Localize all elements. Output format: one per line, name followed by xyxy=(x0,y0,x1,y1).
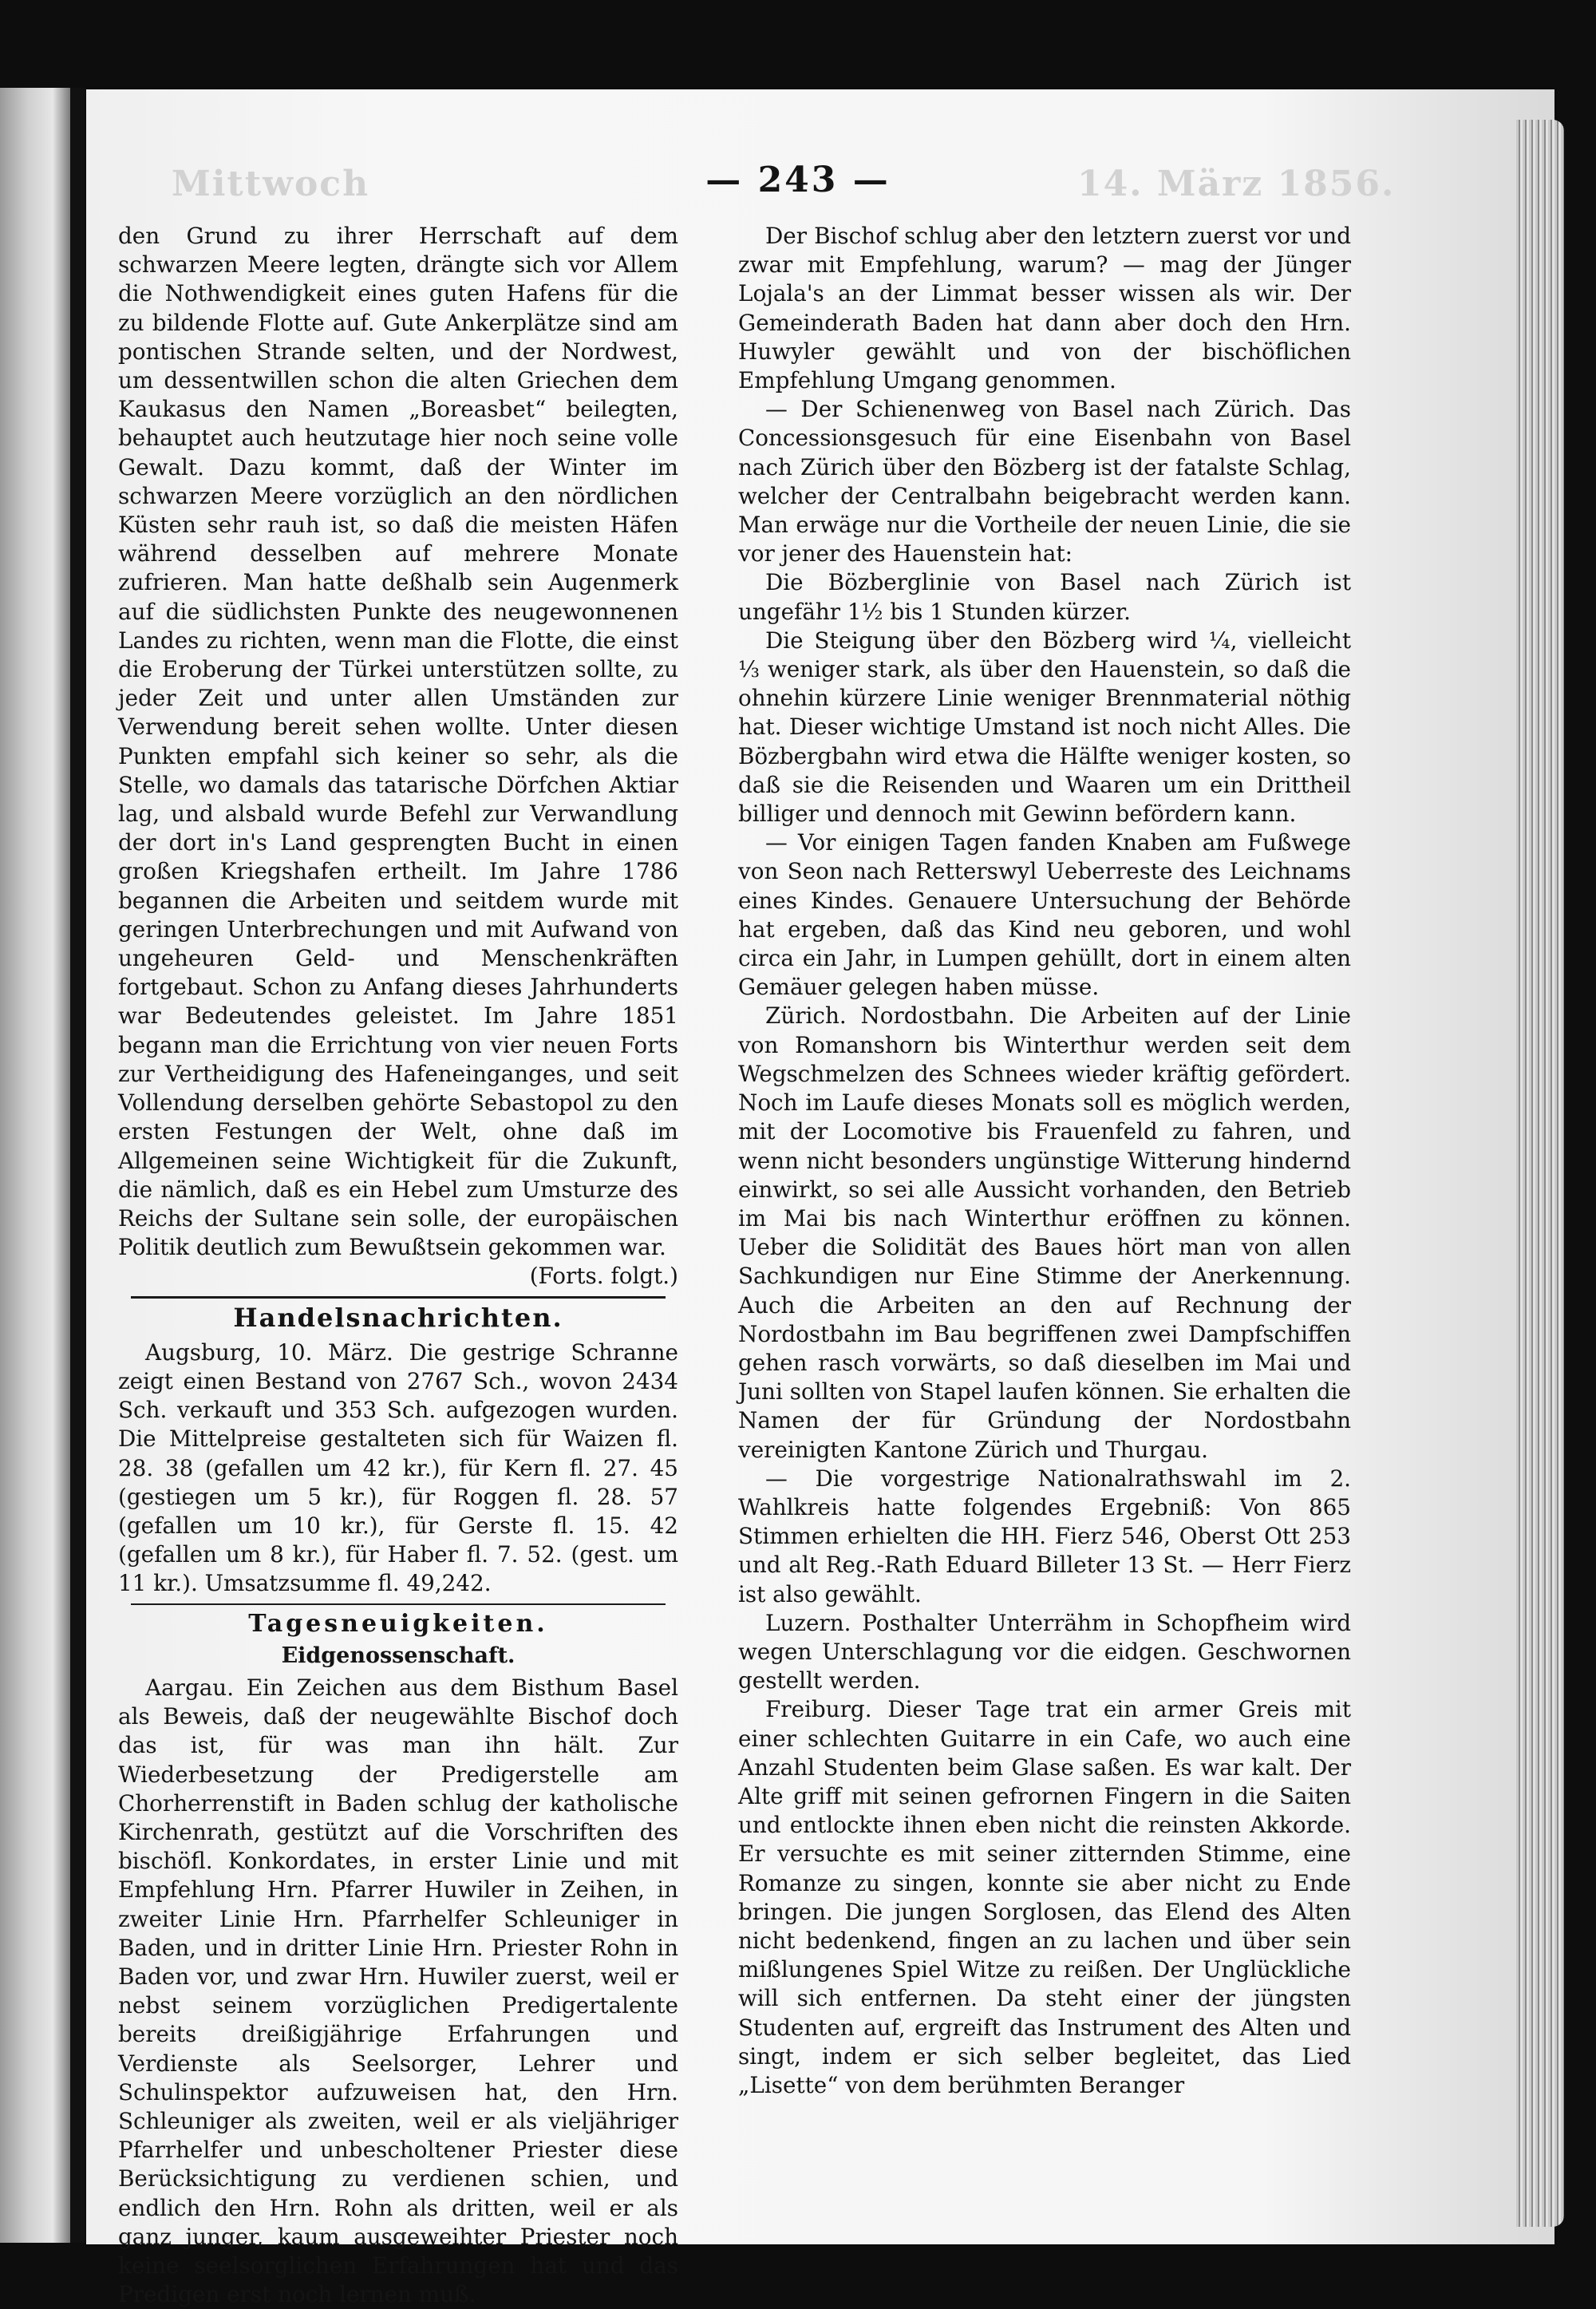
continuation-note: (Forts. folgt.) xyxy=(529,1263,678,1290)
adjacent-page-strip xyxy=(0,88,70,2243)
confederation-heading: Eidgenossenschaft. xyxy=(281,1643,516,1668)
freiburg-paragraph: Freiburg. Dieser Tage trat ein armer Greis mit einer schlechten Guitarre in ein Cafe, wo auch eine Anzahl Studenten beim Glase saßen. Es war kalt. Der Alte griff mit seinen gefrornen Fingern in die Saiten und entlockte ihnen eben nicht die reinsten Akkorde. Er versuchte es mit seiner zitternden Stimme, eine Romanze zu singen, konnte sie aber nicht zu Ende bringen. Die jungen Sorglosen, das Elend des Alten nicht bedenkend, fingen an zu lachen und über sein mißlungenes Spiel Witze zu reißen. Der Unglückliche will sich entfernen. Da steht einer der jüngsten Studenten auf, ergreift das Instrument des Alten und singt, indem er sich selber begleitet, das Lied „Lisette“ von dem berühmten Beranger xyxy=(738,1696,1351,2098)
aargau-paragraph: Aargau. Ein Zeichen aus dem Bisthum Basel als Beweis, daß der neugewählte Bischof doch das ist, für was man ihn hält. Zur Wiederbesetzung der Predigerstelle am Chorherrenstift in Baden schlug der katholische Kirchenrath, gestützt auf die Vorschriften des bischöfl. Konkordates, in erster Linie und mit Empfehlung Hrn. Pfarrer Huwiler in Zeihen, in zweiter Linie Hrn. Pfarrhelfer Schleuniger in Baden, und in dritter Linie Hrn. Priester Rohn in Baden vor, und zwar Hrn. Huwiler zuerst, weil er nebst seinem vorzüglichen Predigertalente bereits dreißigjährige Erfahrungen und Verdienste als Seelsorger, Lehrer und Schulinspektor aufzuweisen hat, den Hrn. Schleuniger als zweiten, weil er als vieljähriger Pfarrhelfer und unbescholtener Priester diese Berücksichtigung zu verdienen schien, und endlich den Hrn. Rohn als dritten, weil er als ganz junger, kaum ausgeweihter Priester noch keine seelsorglichen Erfahrungen hat und das Predigen erst noch lernen muß. xyxy=(118,1674,678,2308)
luzern-paragraph: Luzern. Posthalter Unterrähm in Schopfheim wird wegen Unterschlagung vor die eidgen. Geschwornen gestellt werden. xyxy=(738,1609,1351,1694)
railway-paragraph: — Der Schienenweg von Basel nach Zürich. Das Concessionsgesuch für eine Eisenbahn von Basel nach Zürich über den Bözberg ist der fatalste Schlag, welcher der Centralbahn beigebracht werden kann. Man erwäge nur die Vortheile der neuen Linie, die sie vor jener des Hauenstein hat: xyxy=(738,396,1351,567)
augsburg-market-paragraph: Augsburg, 10. März. Die gestrige Schranne zeigt einen Bestand von 2767 Sch., wovon 2434 Sch. verkauft und 353 Sch. aufgezogen wurden. Die Mittelpreise gestalteten sich für Waizen fl. 28. 38 (gefallen um 42 kr.), für Kern fl. 27. 45 (gestiegen um 5 kr.), für Roggen fl. 28. 57 (gefallen um 10 kr.), für Gerste fl. 15. 42 (gefallen um 8 kr.), für Haber fl. 7. 52. (gest. um 11 kr.). Umsatzsumme fl. 49,242. xyxy=(118,1338,678,1597)
daily-news-heading: Tagesneuigkeiten. xyxy=(248,1609,548,1638)
gradient-paragraph: Die Steigung über den Bözberg wird ¼, vielleicht ⅓ weniger stark, als über den Hauenstein, so daß die ohnehin kürzere Linie weniger Brennmaterial nöthig hat. Dieser wichtige Umstand ist noch nicht Alles. Die Bözbergbahn wird etwa die Hälfte weniger kosten, so daß sie die Reisenden und Waaren um ein Drittheil billiger und dennoch mit Gewinn befördern kann. xyxy=(738,627,1351,828)
left-column xyxy=(118,222,678,2309)
trade-news-heading: Handelsnachrichten. xyxy=(233,1302,563,1333)
section-divider xyxy=(131,1296,666,1299)
page-number: — 243 — xyxy=(705,160,891,200)
book-page-edges xyxy=(1516,120,1564,2227)
seon-paragraph: — Vor einigen Tagen fanden Knaben am Fußwege von Seon nach Retterswyl Ueberreste des Leichnams eines Kindes. Genauere Untersuchung der Behörde hat ergeben, daß das Kind neu geboren, und wohl circa ein Jahr, in Lumpen gehüllt, dort in einem alten Gemäuer gelegen haben müsse. xyxy=(738,829,1351,1001)
bishop-paragraph: Der Bischof schlug aber den letztern zuerst vor und zwar mit Empfehlung, warum? — mag der Jünger Lojala's an der Limmat besser wissen als wir. Der Gemeinderath Baden hat dann aber doch den Hrn. Huwyler gewählt und von der bischöflichen Empfehlung Umgang genommen. xyxy=(738,223,1351,394)
section-divider xyxy=(131,1603,666,1605)
show-through-text-left: Mittwoch xyxy=(172,164,370,204)
election-paragraph: — Die vorgestrige Nationalrathswahl im 2. Wahlkreis hatte folgendes Ergebniß: Von 865 Stimmen erhielten die HH. Fierz 546, Oberst Ott 253 und alt Reg.-Rath Eduard Billeter 13 St. — Herr Fierz ist also gewählt. xyxy=(738,1465,1351,1607)
right-column xyxy=(738,222,1351,2100)
boezberg-paragraph: Die Bözberglinie von Basel nach Zürich ist ungefähr 1½ bis 1 Stunden kürzer. xyxy=(738,569,1351,625)
sebastopol-paragraph: den Grund zu ihrer Herrschaft auf dem schwarzen Meere legten, drängte sich vor Allem die Nothwendigkeit eines guten Hafens für die zu bildende Flotte auf. Gute Ankerplätze sind am pontischen Strande selten, und der Nordwest, um dessentwillen schon die alten Griechen dem Kaukasus den Namen „Boreasbet“ beilegten, behauptet auch heutzutage hier noch seine volle Gewalt. Dazu kommt, daß der Winter im schwarzen Meere vorzüglich an den nördlichen Küsten sehr rauh ist, so daß die meisten Häfen während desselben auf mehrere Monate zufrieren. Man hatte deßhalb sein Augenmerk auf die südlichsten Punkte des neugewonnenen Landes zu richten, wenn man die Flotte, die einst die Eroberung der Türkei unterstützen sollte, zu jeder Zeit und unter allen Umständen zur Verwendung bereit sehen wollte. Unter diesen Punkten empfahl sich keiner so sehr, als die Stelle, wo damals das tatarische Dörfchen Aktiar lag, und alsbald wurde Befehl zur Verwandlung der dort in's Land gesprengten Bucht in einen großen Kriegshafen ertheilt. Im Jahre 1786 begannen die Arbeiten und seitdem wurde mit geringen Unterbrechungen und mit Aufwand von ungeheuren Geld- und Menschenkräften fortgebaut. Schon zu Anfang dieses Jahrhunderts war Bedeutendes geleistet. Im Jahre 1851 begann man die Errichtung von vier neuen Forts zur Vertheidigung des Hafeneinganges, und seit Vollendung derselben gehörte Sebastopol zu den ersten Festungen der Welt, ohne daß im Allgemeinen seine Wichtigkeit für die Zukunft, die nämlich, daß es ein Hebel zum Umsturze des Reichs der Sultane sein solle, der europäischen Politik deutlich zum Bewußtsein gekommen war. xyxy=(118,223,678,1261)
show-through-text-right: 14. März 1856. xyxy=(1077,164,1396,204)
page-gutter-shadow xyxy=(70,88,86,2243)
nordostbahn-paragraph: Zürich. Nordostbahn. Die Arbeiten auf der Linie von Romanshorn bis Winterthur werden seit dem Wegschmelzen des Schnees wieder kräftig gefördert. Noch im Laufe dieses Monats soll es möglich werden, mit der Locomotive bis Frauenfeld zu fahren, und wenn nicht besonders ungünstige Witterung hindernd einwirkt, so sei alle Aussicht vorhanden, den Betrieb im Mai bis nach Winterthur eröffnen zu können. Ueber die Solidität des Baues hört man von allen Sachkundigen nur Eine Stimme der Anerkennung. Auch die Arbeiten an den auf Rechnung der Nordostbahn im Bau begriffenen zwei Dampfschiffen gehen rasch vorwärts, so daß dieselben im Mai und Juni sollten von Stapel laufen können. Sie erhalten die Namen der für Gründung der Nordostbahn vereinigten Kantone Zürich und Thurgau. xyxy=(738,1002,1351,1463)
